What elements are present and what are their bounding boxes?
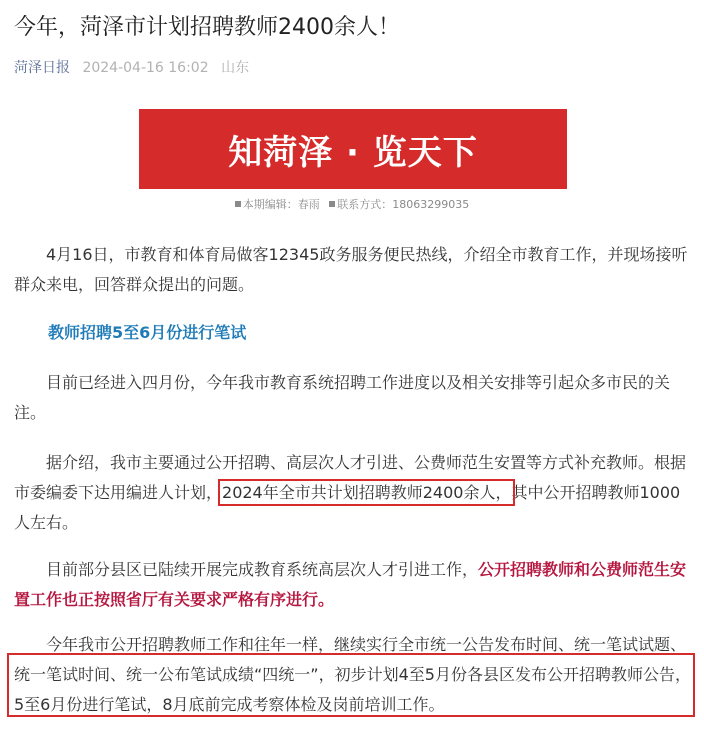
paragraph-4: 目前部分县区已陆续开展完成教育系统高层次人才引进工作，公开招聘教师和公费师范生安置工作也正按照省厅有关要求严格有序进行。 (14, 560, 687, 609)
editor-label: 本期编辑：春雨 (242, 198, 320, 211)
paragraph-3: 据介绍，我市主要通过公开招聘、高层次人才引进、公费师范生安置等方式补充教师。根据市委编委下达用编进人计划，2024年全市共计划招聘教师2400余人，其中公开招聘教师1000人左右。 (14, 453, 687, 532)
emphasized-text: 公开招聘教师和公费师范生安置工作也正按照省厅有关要求严格有序进行。 (14, 560, 687, 609)
publish-location: 山东 (221, 60, 250, 76)
publish-time: 2024-04-16 16:02 (82, 60, 209, 76)
paragraph-2: 目前已经进入四月份，今年我市教育系统招聘工作进度以及相关安排等引起众多市民的关注。 (14, 373, 671, 422)
paragraph-1: 4月16日，市教育和体育局做客12345政务服务便民热线，介绍全市教育工作，并现场接听群众来电，回答群众提出的问题。 (14, 245, 688, 294)
banner-text: 知菏泽 · 览天下 (228, 132, 478, 173)
paragraph-5: 今年我市公开招聘教师工作和往年一样，继续实行全市统一公告发布时间、统一笔试试题、统一笔试时间、统一公布笔试成绩“四统一”，初步计划4至5月份各县区发布公开招聘教师公告，5至6月份进行笔试，8月底前完成考察体检及岗前培训工作。 (14, 635, 691, 714)
section-subheading: 教师招聘5至6月份进行笔试 (48, 323, 247, 342)
source-link[interactable]: 菏泽日报 (14, 60, 70, 76)
highlighted-text: 2024年全市共计划招聘教师2400余人， (222, 483, 512, 502)
editor-line (0, 197, 704, 213)
square-bullet-icon (235, 201, 241, 207)
article-meta (14, 58, 249, 78)
contact-label: 联系方式：18063299035 (337, 198, 470, 211)
square-bullet-icon (329, 201, 335, 207)
banner-image (139, 109, 567, 189)
article-title: 今年，菏泽市计划招聘教师2400余人！ (14, 15, 400, 40)
